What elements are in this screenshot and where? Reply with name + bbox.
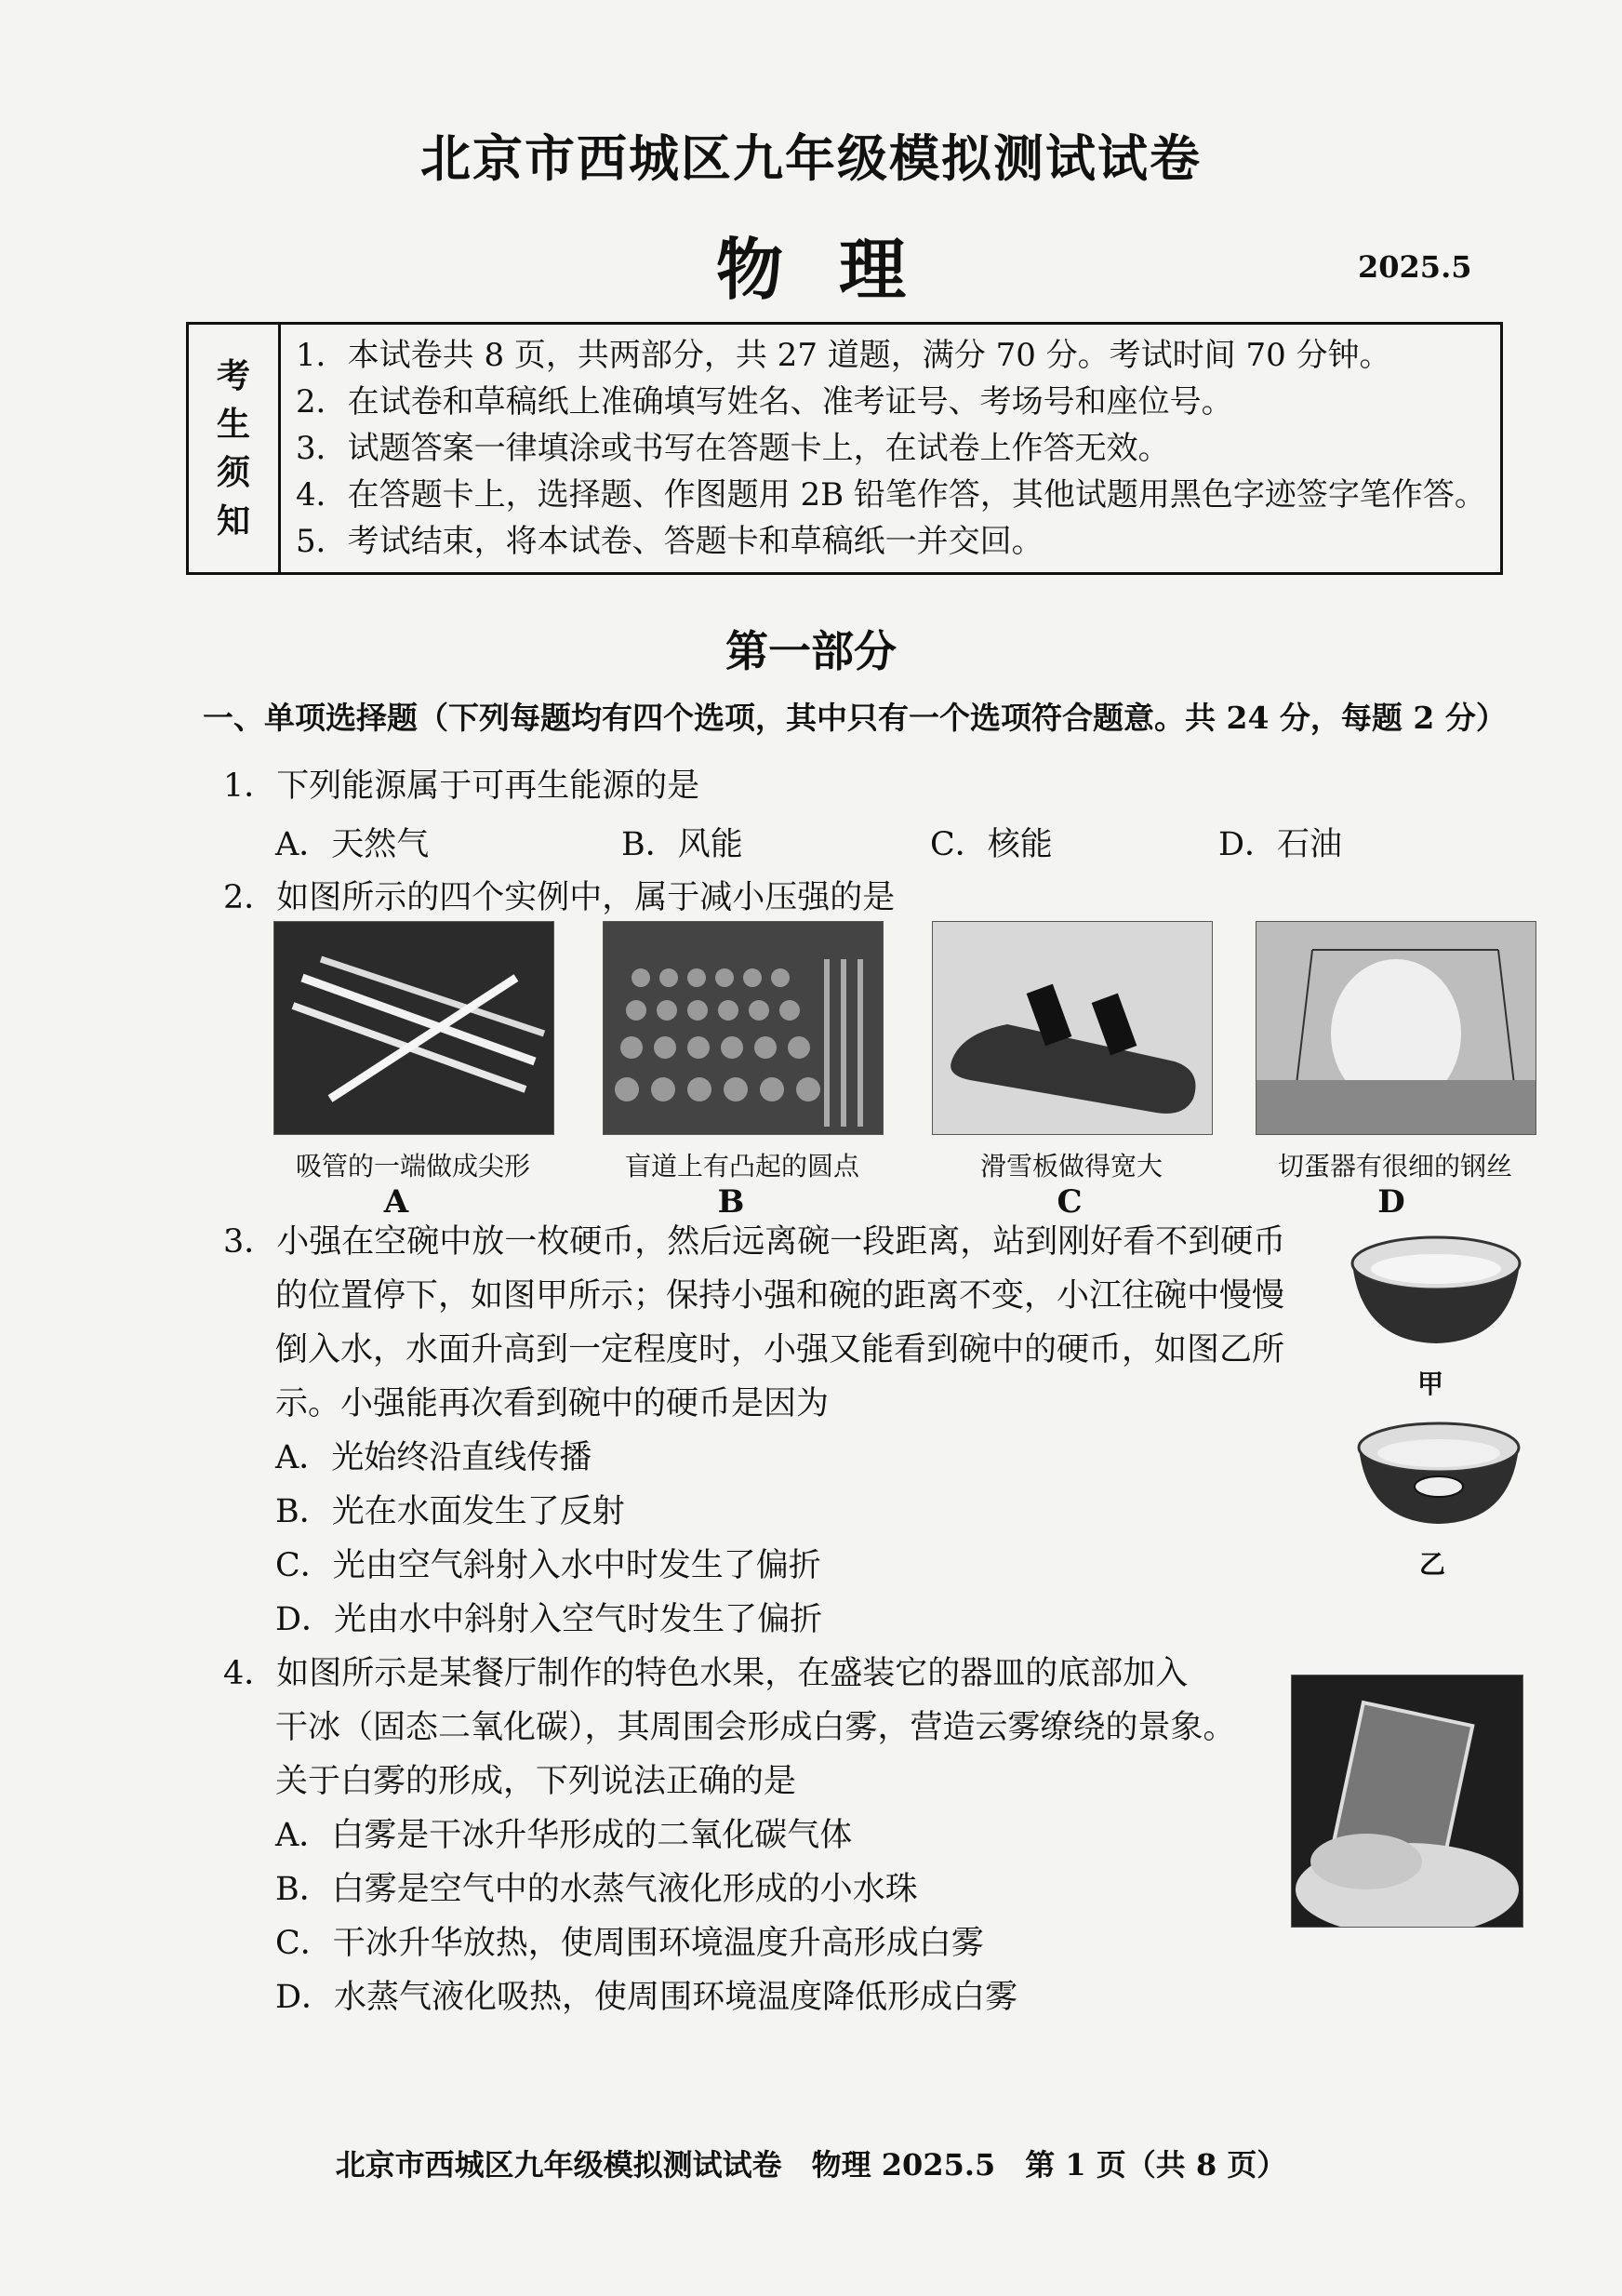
part-title: 一、单项选择题（下列每题均有四个选项，其中只有一个选项符合题意。共 24 分，每题 2 分） <box>203 700 1507 736</box>
notice-box <box>186 322 1503 575</box>
dry-ice-fruit-image <box>1292 1675 1522 1927</box>
notice-item: 5．考试结束，将本试卷、答题卡和草稿纸一并交回。 <box>296 523 1044 560</box>
q3-option-a: A．光始终沿直线传播 <box>275 1439 592 1476</box>
q1-option-a: A．天然气 <box>275 826 430 863</box>
fig-label-jia: 甲 <box>1417 1368 1444 1399</box>
notice-item: 4．在答题卡上，选择题、作图题用 2B 铅笔作答，其他试题用黑色字迹签字笔作答。 <box>296 476 1486 514</box>
q4-line: 关于白雾的形成，下列说法正确的是 <box>275 1763 797 1800</box>
notice-item: 2．在试卷和草稿纸上准确填写姓名、准考证号、考场号和座位号。 <box>296 383 1233 420</box>
fig-label-yi: 乙 <box>1419 1549 1446 1580</box>
notice-item: 3．试题答案一律填涂或书写在答题卡上，在试卷上作答无效。 <box>296 430 1170 467</box>
q2-stem: 2．如图所示的四个实例中，属于减小压强的是 <box>223 879 896 916</box>
tactile-paving-photo <box>603 921 884 1135</box>
q3-line: 倒入水，水面升高到一定程度时，小强又能看到碗中的硬币，如图乙所 <box>275 1331 1285 1368</box>
notice-label-char: 知 <box>216 501 250 541</box>
bowl-jia-image <box>1343 1230 1529 1351</box>
q1-option-c: C．核能 <box>930 826 1053 863</box>
exam-title: 北京市西城区九年级模拟测试试卷 <box>420 128 1202 188</box>
notice-label-char: 生 <box>216 405 250 444</box>
q4-option-d: D．水蒸气液化吸热，使周围环境温度降低形成白雾 <box>275 1979 1018 2016</box>
snowboard-image <box>933 922 1212 1134</box>
q2-caption-b: 盲道上有凸起的圆点 <box>624 1151 859 1181</box>
q3-option-d: D．光由水中斜射入空气时发生了偏折 <box>275 1601 823 1638</box>
q2-letter-a: A <box>383 1183 409 1221</box>
q2-letter-b: B <box>717 1183 745 1221</box>
q1-option-b: B．风能 <box>621 826 743 863</box>
q3-line: 的位置停下，如图甲所示；保持小强和碗的距离不变，小江往碗中慢慢 <box>275 1277 1285 1315</box>
q2-caption-c: 滑雪板做得宽大 <box>979 1151 1163 1181</box>
section-title: 第一部分 <box>725 626 897 676</box>
egg-slicer-photo <box>1256 921 1536 1135</box>
subject-title: 物理 <box>715 230 962 309</box>
notice-label-char: 须 <box>216 453 250 492</box>
q3-option-c: C．光由空气斜射入水中时发生了偏折 <box>275 1547 821 1584</box>
q2-letter-c: C <box>1057 1183 1083 1221</box>
q3-option-b: B．光在水面发生了反射 <box>275 1493 625 1530</box>
snowboard-photo <box>932 921 1213 1135</box>
q2-caption-d: 切蛋器有很细的钢丝 <box>1277 1151 1512 1181</box>
q3-line: 示。小强能再次看到碗中的硬币是因为 <box>275 1385 830 1422</box>
notice-label-char: 考 <box>216 356 250 395</box>
q4-line: 干冰（固态二氧化碳），其周围会形成白雾，营造云雾缭绕的景象。 <box>275 1709 1236 1746</box>
q1-option-d: D．石油 <box>1218 826 1343 863</box>
q4-option-b: B．白雾是空气中的水蒸气液化形成的小水珠 <box>275 1871 918 1908</box>
q4-option-c: C．干冰升华放热，使周围环境温度升高形成白雾 <box>275 1925 984 1962</box>
tactile-paving-image <box>604 922 883 1134</box>
q1-stem: 1．下列能源属于可再生能源的是 <box>223 768 700 805</box>
q2-caption-a: 吸管的一端做成尖形 <box>295 1151 530 1181</box>
notice-items <box>281 325 1500 572</box>
page-footer: 北京市西城区九年级模拟测试试卷 物理 2025.5 第 1 页（共 8 页） <box>335 2147 1287 2183</box>
q4-option-a: A．白雾是干冰升华形成的二氧化碳气体 <box>275 1817 853 1854</box>
q3-line: 3．小强在空碗中放一枚硬币，然后远离碗一段距离，站到刚好看不到硬币 <box>223 1223 1286 1261</box>
q2-letter-d: D <box>1377 1183 1405 1221</box>
straw-photo <box>273 921 554 1135</box>
exam-date: 2025.5 <box>1358 249 1472 285</box>
q4-line: 4．如图所示是某餐厅制作的特色水果，在盛装它的器皿的底部加入 <box>223 1655 1189 1692</box>
notice-item: 1．本试卷共 8 页，共两部分，共 27 道题，满分 70 分。考试时间 70 分钟。 <box>296 337 1391 374</box>
notice-label <box>189 325 281 572</box>
bowl-yi-image <box>1350 1416 1527 1531</box>
straws-image <box>274 922 553 1134</box>
egg-slicer-image <box>1256 922 1536 1134</box>
dry-ice-fruit-photo <box>1291 1675 1523 1928</box>
